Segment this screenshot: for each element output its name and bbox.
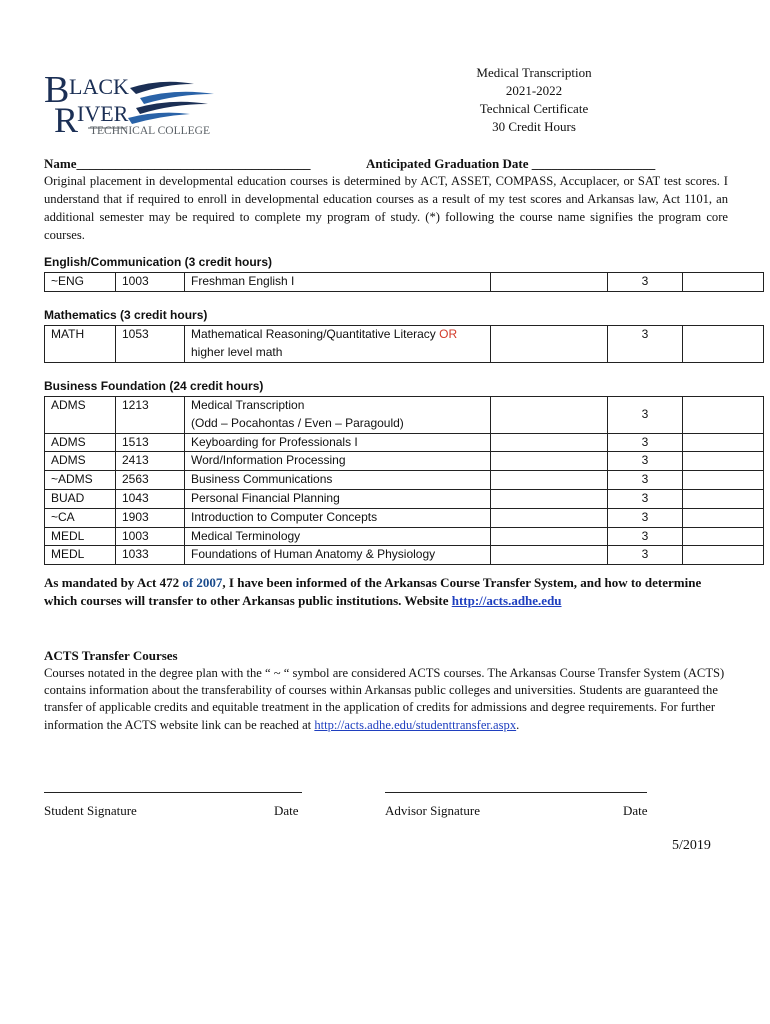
program-header <box>430 64 638 136</box>
english-course-table <box>44 272 764 292</box>
section-title-math: Mathematics (3 credit hours) <box>44 308 208 322</box>
course-prefix: ADMS <box>45 397 116 434</box>
course-name: Keyboarding for Professionals I <box>185 433 491 452</box>
logo-stripe-3 <box>136 102 208 114</box>
grade-cell <box>683 326 764 363</box>
course-prefix: ADMS <box>45 433 116 452</box>
acts-description <box>44 665 728 734</box>
table-row <box>45 433 764 452</box>
section-title-business: Business Foundation (24 credit hours) <box>44 379 264 393</box>
course-prefix: MEDL <box>45 527 116 546</box>
course-credits: 3 <box>608 489 683 508</box>
acts-body-text: Courses notated in the degree plan with the “ ~ “ symbol are considered ACTS courses. The Arkansas Course Transfer System (ACTS) contains information about the transferability of courses within Arkansas public colleges and universities. Students are guaranteed the transfer of applicable credits and equitable treatment in the application of credits for admissions and degree requirements. For further information the ACTS website link can be reached at <box>44 666 725 732</box>
course-number: 1043 <box>116 489 185 508</box>
course-number: 1053 <box>116 326 185 363</box>
course-number: 1513 <box>116 433 185 452</box>
placement-statement: Original placement in developmental education courses is determined by ACT, ASSET, COMPASS, Accuplacer, or SAT test scores. I understand that if required to enroll in developmental education courses as a result of my test scores and Arkansas law, Act 1101, an additional semester may be required to complete my program of study. (*) following the course name signifies the program core courses. <box>44 174 728 242</box>
logo-word-lack: LACK <box>69 74 129 99</box>
course-credits: 3 <box>608 326 683 363</box>
course-name: Business Communications <box>185 471 491 490</box>
advisor-date-label: Date <box>623 803 648 818</box>
course-prefix: ~ADMS <box>45 471 116 490</box>
student-date-label: Date <box>274 803 299 818</box>
logo-initial-b: B <box>44 70 70 111</box>
course-name: Word/Information Processing <box>185 452 491 471</box>
student-signature-line[interactable] <box>44 792 302 793</box>
blank-cell <box>491 397 608 434</box>
blank-cell <box>491 326 608 363</box>
course-credits: 3 <box>608 433 683 452</box>
course-location-note: (Odd – Pocahontas / Even – Paragould) <box>191 415 404 430</box>
course-name-alt: higher level math <box>191 344 283 359</box>
course-prefix: MATH <box>45 326 116 363</box>
college-logo <box>44 70 244 140</box>
course-number: 1033 <box>116 546 185 565</box>
table-row <box>45 489 764 508</box>
course-name: Freshman English I <box>185 273 491 292</box>
course-number: 1903 <box>116 508 185 527</box>
program-year: 2021-2022 <box>505 83 563 98</box>
logo-graphic <box>44 70 244 140</box>
acts-section-title: ACTS Transfer Courses <box>44 648 178 663</box>
blank-cell <box>491 527 608 546</box>
course-credits: 3 <box>608 527 683 546</box>
grade-cell <box>683 452 764 471</box>
table-row <box>45 452 764 471</box>
course-prefix: BUAD <box>45 489 116 508</box>
course-name-cell <box>185 326 491 363</box>
blank-cell <box>491 433 608 452</box>
course-name: Foundations of Human Anatomy & Physiology <box>185 546 491 565</box>
course-prefix: ~ENG <box>45 273 116 292</box>
graduation-date-field[interactable]: Anticipated Graduation Date ___________________ <box>366 156 656 171</box>
blank-cell <box>491 489 608 508</box>
student-transfer-link[interactable]: http://acts.adhe.edu/studenttransfer.aspx <box>314 717 517 732</box>
student-signature-label: Student Signature <box>44 803 137 818</box>
blank-cell <box>491 508 608 527</box>
grade-cell <box>683 546 764 565</box>
blank-cell <box>491 273 608 292</box>
student-name-field[interactable]: Name____________________________________ <box>44 156 311 171</box>
or-label: OR <box>439 327 458 341</box>
table-row <box>45 527 764 546</box>
course-number: 1003 <box>116 273 185 292</box>
blank-cell <box>491 452 608 471</box>
course-name: Personal Financial Planning <box>185 489 491 508</box>
mandate-text-1: As mandated by Act 472 <box>44 575 183 590</box>
course-credits: 3 <box>608 471 683 490</box>
table-row <box>45 273 764 292</box>
table-row <box>45 326 764 363</box>
program-award: Technical Certificate <box>479 101 589 116</box>
grade-cell <box>683 471 764 490</box>
grade-cell <box>683 273 764 292</box>
table-row <box>45 508 764 527</box>
table-row <box>45 397 764 434</box>
course-credits: 3 <box>608 397 683 434</box>
course-name: Medical Terminology <box>185 527 491 546</box>
course-number: 2563 <box>116 471 185 490</box>
course-prefix: ~CA <box>45 508 116 527</box>
acts-mandate-statement <box>44 574 734 610</box>
grade-cell <box>683 397 764 434</box>
table-row <box>45 471 764 490</box>
logo-subtitle: TECHNICAL COLLEGE <box>90 125 210 137</box>
logo-initial-r: R <box>54 100 79 140</box>
section-title-english: English/Communication (3 credit hours) <box>44 255 273 269</box>
course-name: Mathematical Reasoning/Quantitative Literacy <box>191 327 436 341</box>
acts-body-end: . <box>516 717 520 732</box>
table-row <box>45 546 764 565</box>
course-credits: 3 <box>608 508 683 527</box>
program-title: Medical Transcription <box>476 65 592 80</box>
mandate-year: of 2007 <box>182 575 223 590</box>
grade-cell <box>683 433 764 452</box>
grade-cell <box>683 508 764 527</box>
advisor-signature-line[interactable] <box>385 792 647 793</box>
course-number: 1213 <box>116 397 185 434</box>
course-credits: 3 <box>608 273 683 292</box>
grade-cell <box>683 527 764 546</box>
course-prefix: ADMS <box>45 452 116 471</box>
program-hours: 30 Credit Hours <box>492 119 576 134</box>
blank-cell <box>491 546 608 565</box>
logo-word-iver: IVER <box>77 101 129 126</box>
course-name: Medical Transcription <box>191 398 305 412</box>
revision-date: 5/2019 <box>672 838 711 853</box>
course-prefix: MEDL <box>45 546 116 565</box>
acts-website-link[interactable]: http://acts.adhe.edu <box>451 593 562 608</box>
course-name: Introduction to Computer Concepts <box>185 508 491 527</box>
course-number: 1003 <box>116 527 185 546</box>
course-name-cell <box>185 397 491 434</box>
logo-stripe-4 <box>128 113 190 124</box>
blank-cell <box>491 471 608 490</box>
business-course-table <box>44 396 764 565</box>
math-course-table <box>44 325 764 363</box>
grade-cell <box>683 489 764 508</box>
advisor-signature-label: Advisor Signature <box>385 803 480 818</box>
course-number: 2413 <box>116 452 185 471</box>
course-credits: 3 <box>608 452 683 471</box>
course-credits: 3 <box>608 546 683 565</box>
mandate-text-2: , I have been informed of the Arkansas Course Transfer System, and how to determine which courses will transfer to other Arkansas public institutions. Website <box>44 575 702 608</box>
